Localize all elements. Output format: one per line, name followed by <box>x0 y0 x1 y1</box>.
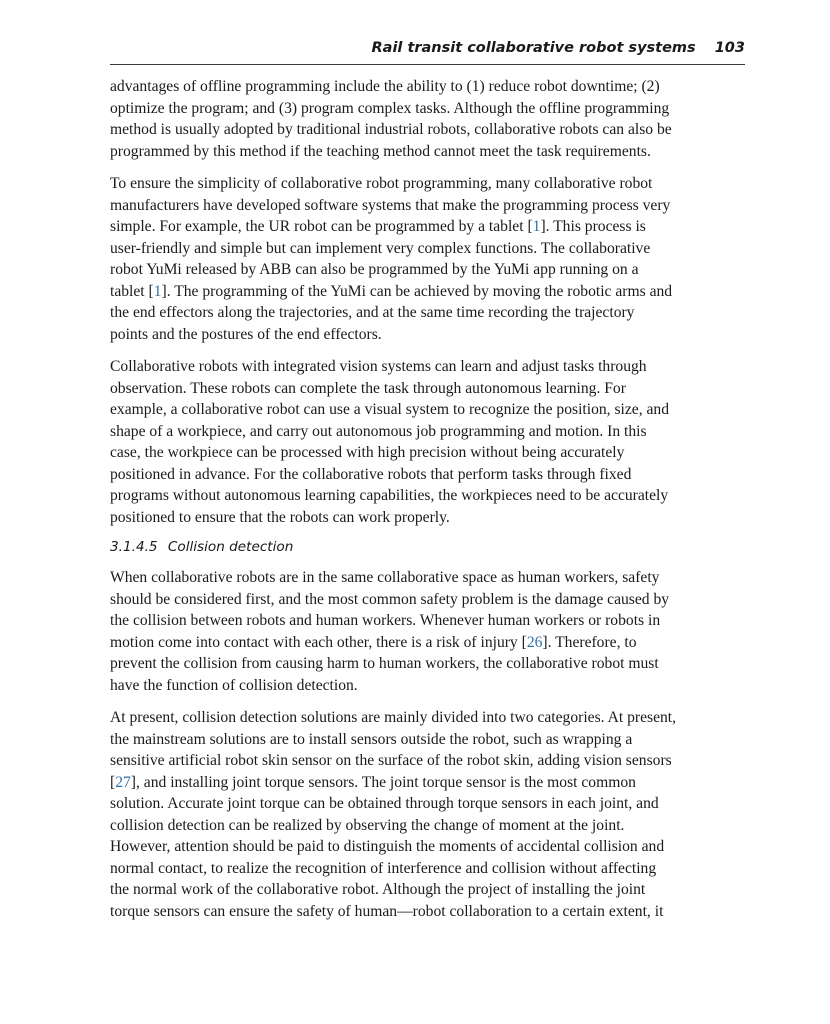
text-line <box>110 98 742 120</box>
text-segment: ], and installing joint torque sensors. The joint torque sensor is the most common <box>130 773 636 791</box>
text-segment: robot YuMi released by ABB can also be programmed by the YuMi app running on a <box>110 261 639 278</box>
text-line <box>110 378 742 400</box>
text-line <box>110 141 742 163</box>
text-segment: At present, collision detection solutions are mainly divided into two categories. At present, <box>110 709 677 726</box>
text-line <box>110 836 742 858</box>
text-segment: ]. Therefore, to <box>542 633 637 651</box>
page-number: 103 <box>714 40 745 56</box>
text-line <box>110 610 742 632</box>
text-segment: tablet [ <box>110 282 154 300</box>
text-line <box>110 173 742 195</box>
text-segment: the normal work of the collaborative robot. Although the project of installing the joint <box>110 881 646 898</box>
text-segment: programmed by this method if the teaching method cannot meet the task requirements. <box>110 142 651 160</box>
text-line <box>110 464 742 486</box>
text-segment: ]. This process is <box>540 218 646 235</box>
text-line <box>110 815 742 837</box>
text-line <box>110 589 742 611</box>
text-segment: optimize the program; and (3) program complex tasks. Although the offline programming <box>110 99 670 117</box>
text-line <box>110 76 742 98</box>
text-line <box>110 324 742 346</box>
text-line <box>110 858 742 880</box>
text-line <box>110 653 742 675</box>
text-line <box>110 729 742 751</box>
paragraph-group-intro <box>110 76 742 528</box>
running-header <box>110 38 745 65</box>
text-line <box>110 399 742 421</box>
text-line <box>110 772 742 794</box>
text-segment: advantages of offline programming include the ability to (1) reduce robot downtime; (2) <box>110 78 660 95</box>
text-segment: have the function of collision detection. <box>110 676 358 694</box>
citation-link[interactable]: 27 <box>115 773 131 791</box>
paragraph <box>110 173 742 345</box>
text-line <box>110 259 742 281</box>
text-segment: sensitive artificial robot skin sensor on the surface of the robot skin, adding vision sensors <box>110 752 672 769</box>
text-line <box>110 485 742 507</box>
citation-link[interactable]: 1 <box>153 282 162 300</box>
paragraph <box>110 707 742 922</box>
text-line <box>110 567 742 589</box>
text-segment: shape of a workpiece, and carry out autonomous job programming and motion. In this <box>110 422 647 440</box>
text-line <box>110 302 742 324</box>
text-segment: user-friendly and simple but can implement very complex functions. The collaborative <box>110 239 651 257</box>
text-segment: points and the postures of the end effectors. <box>110 325 382 343</box>
text-segment: simple. For example, the UR robot can be programmed by a tablet [ <box>110 218 533 235</box>
text-segment: solution. Accurate joint torque can be obtained through torque sensors in each joint, and <box>110 795 659 812</box>
text-line <box>110 879 742 901</box>
text-segment: should be considered first, and the most common safety problem is the damage caused by <box>110 590 670 608</box>
text-segment: To ensure the simplicity of collaborative robot programming, many collaborative robot <box>110 175 653 192</box>
text-segment: torque sensors can ensure the safety of human—robot collaboration to a certain extent, it <box>110 902 664 920</box>
page-body <box>110 76 742 922</box>
text-segment: the end effectors along the trajectories, and at the same time recording the trajectory <box>110 304 635 321</box>
section-title: Collision detection <box>167 539 294 555</box>
section-number: 3.1.4.5 <box>110 539 158 555</box>
text-segment: However, attention should be paid to distinguish the moments of accidental collision and <box>110 838 665 855</box>
text-segment: collision detection can be realized by observing the change of moment at the joint. <box>110 816 625 834</box>
text-segment: programs without autonomous learning capabilities, the workpieces need to be accurately <box>110 487 669 504</box>
text-segment: When collaborative robots are in the same collaborative space as human workers, safety <box>110 569 660 586</box>
text-segment: positioned to ensure that the robots can work properly. <box>110 508 450 526</box>
section-heading <box>110 537 742 558</box>
text-segment: [ <box>110 773 116 791</box>
text-segment: ]. The programming of the YuMi can be achieved by moving the robotic arms and <box>161 282 673 300</box>
text-segment: method is usually adopted by traditional industrial robots, collaborative robots can also be <box>110 121 672 138</box>
paragraph <box>110 76 742 162</box>
text-line <box>110 707 742 729</box>
citation-link[interactable]: 1 <box>532 218 541 235</box>
text-line <box>110 632 742 654</box>
text-line <box>110 793 742 815</box>
text-segment: normal contact, to realize the recognition of interference and collision without affecting <box>110 859 657 877</box>
text-line <box>110 238 742 260</box>
text-segment: observation. These robots can complete the task through autonomous learning. For <box>110 379 626 397</box>
text-line <box>110 119 742 141</box>
text-line <box>110 216 742 238</box>
paragraph <box>110 567 742 696</box>
text-segment: case, the workpiece can be processed with high precision without being accurately <box>110 444 625 461</box>
text-line <box>110 281 742 303</box>
text-segment: the collision between robots and human workers. Whenever human workers or robots in <box>110 612 661 629</box>
text-line <box>110 901 742 923</box>
text-segment: motion come into contact with each other, there is a risk of injury [ <box>110 633 527 651</box>
text-segment: prevent the collision from causing harm to human workers, the collaborative robot must <box>110 655 659 672</box>
running-title: Rail transit collaborative robot systems <box>371 40 696 56</box>
text-segment: Collaborative robots with integrated vision systems can learn and adjust tasks through <box>110 358 647 375</box>
paragraph-group-collision <box>110 567 742 922</box>
text-line <box>110 356 742 378</box>
text-line <box>110 195 742 217</box>
citation-link[interactable]: 26 <box>526 633 543 651</box>
text-segment: the mainstream solutions are to install sensors outside the robot, such as wrapping a <box>110 730 633 748</box>
text-line <box>110 675 742 697</box>
text-line <box>110 507 742 529</box>
text-segment: positioned in advance. For the collaborative robots that perform tasks through fixed <box>110 465 632 483</box>
text-line <box>110 442 742 464</box>
paragraph <box>110 356 742 528</box>
text-line <box>110 421 742 443</box>
text-segment: example, a collaborative robot can use a visual system to recognize the position, size, and <box>110 401 670 418</box>
text-segment: manufacturers have developed software systems that make the programming process very <box>110 196 671 214</box>
text-line <box>110 750 742 772</box>
